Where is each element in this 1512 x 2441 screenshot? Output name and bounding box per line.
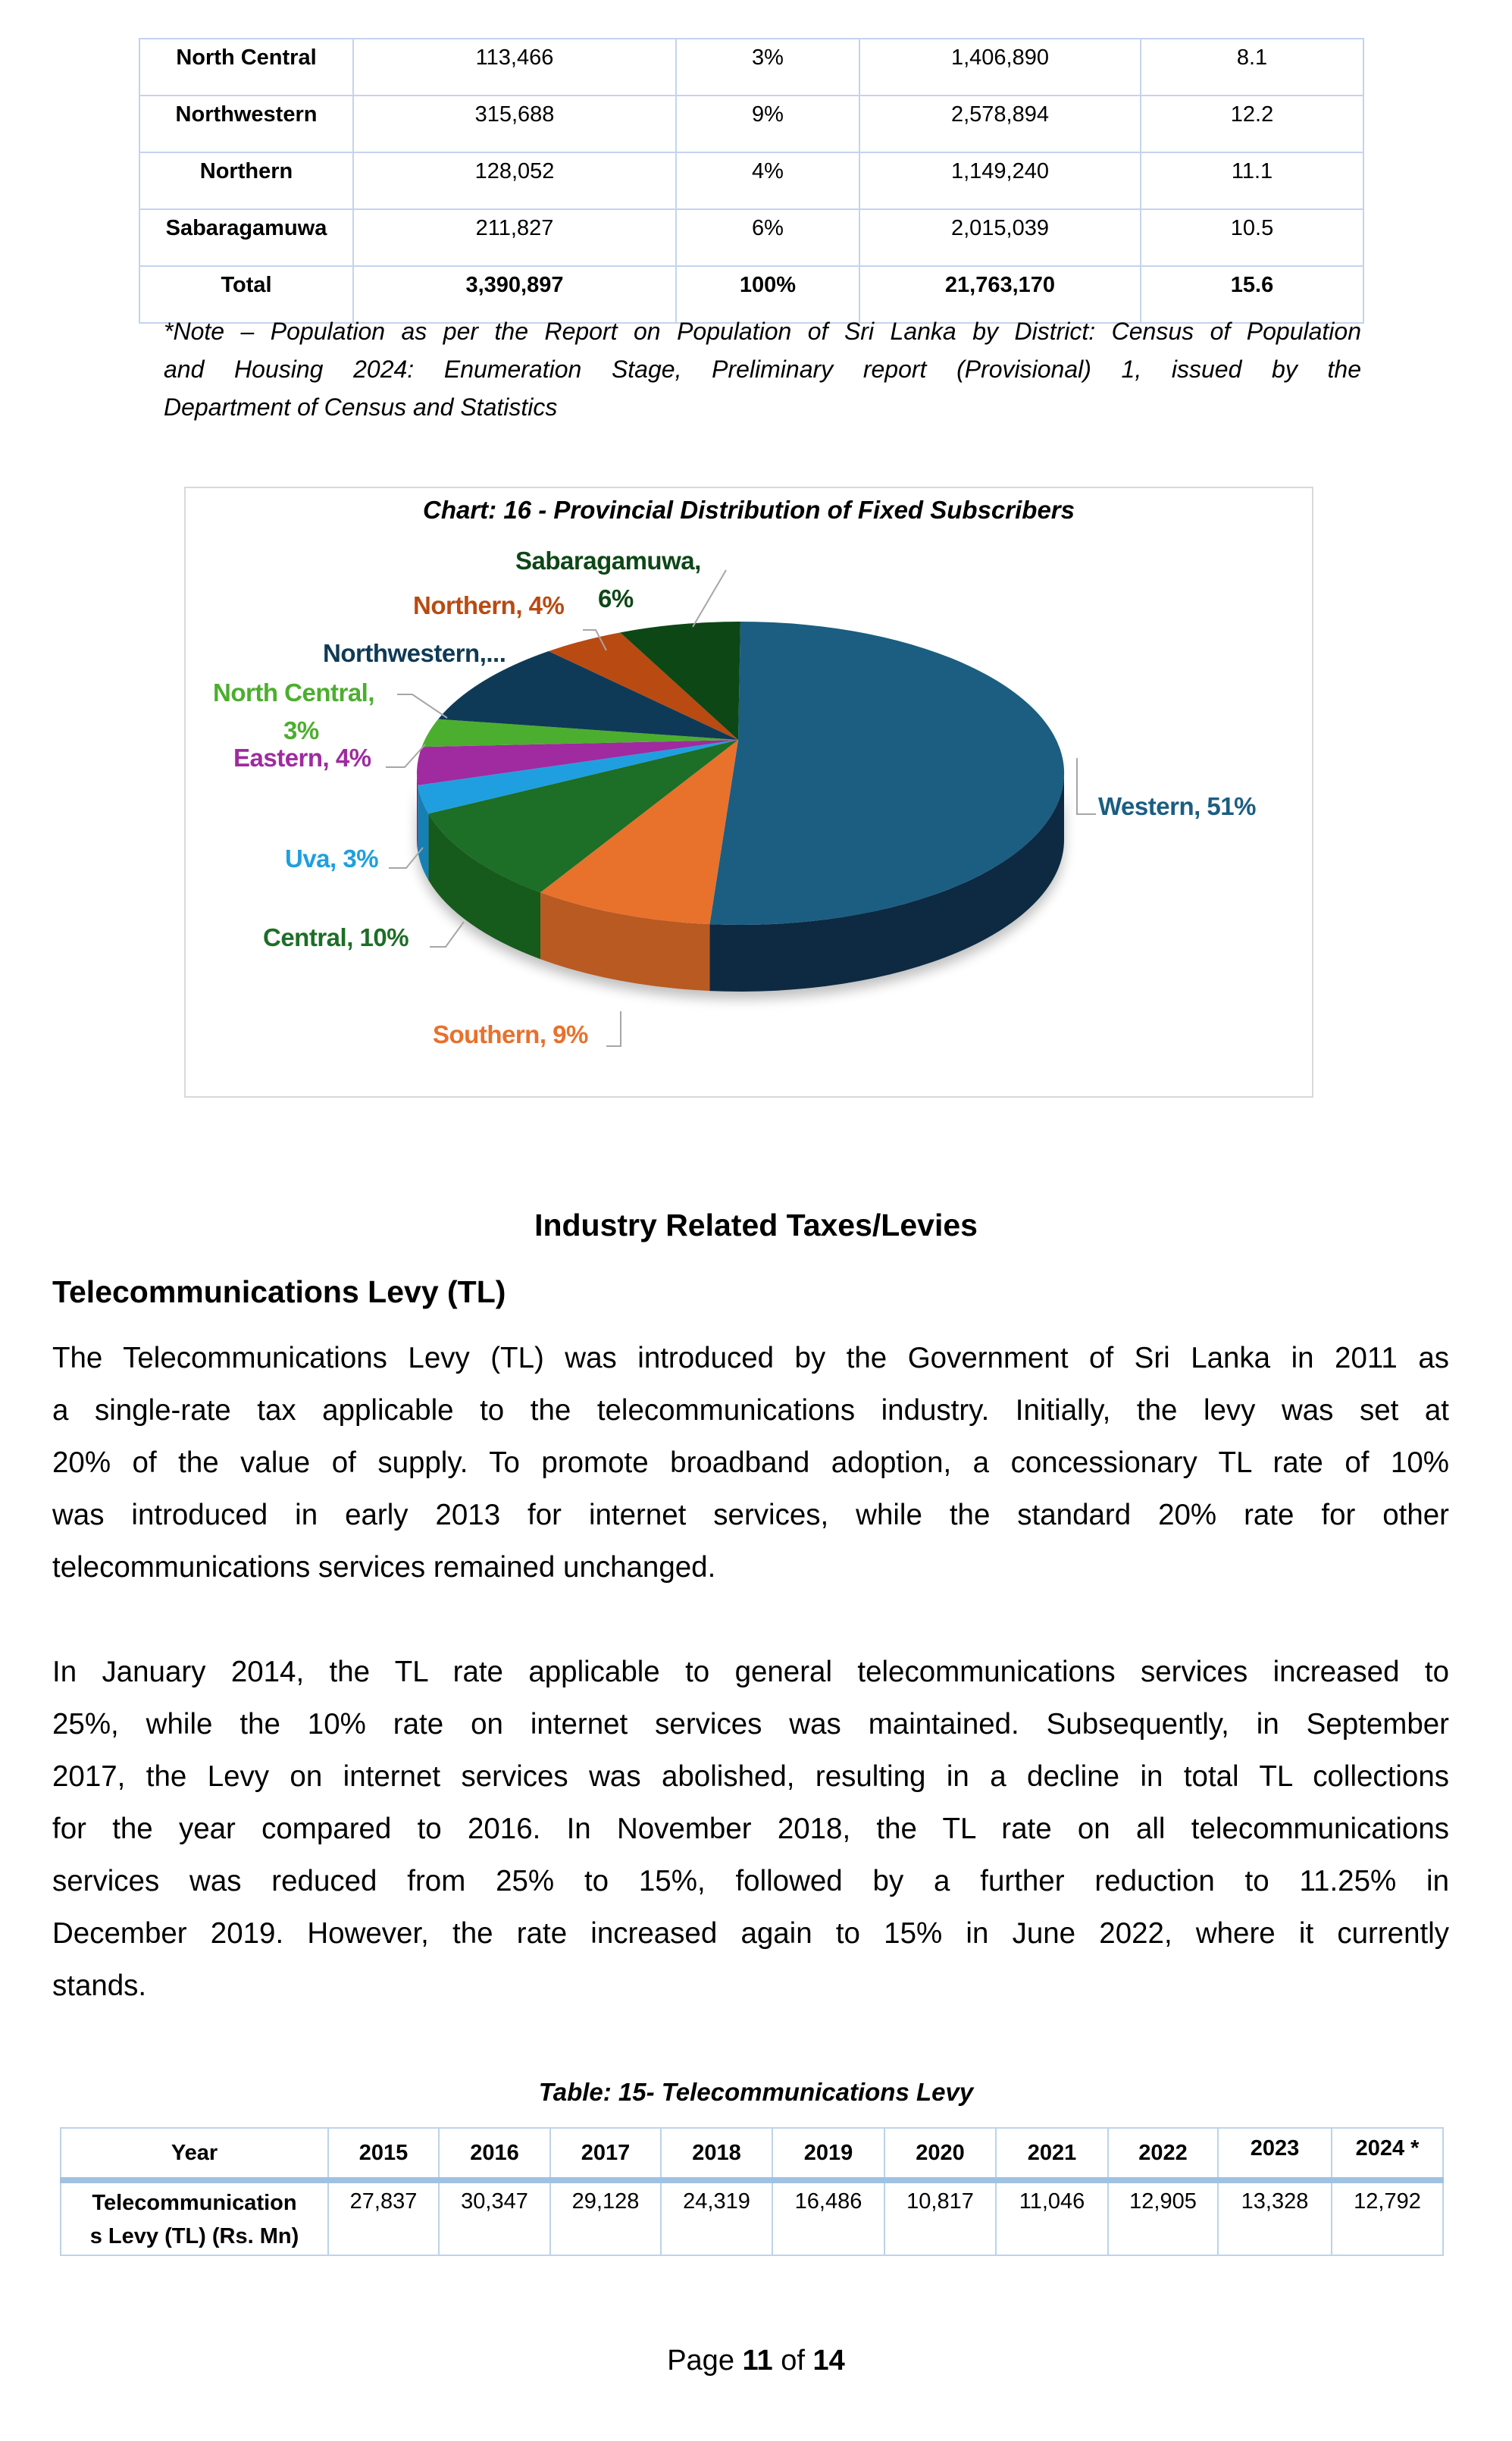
levy-value-cell: 13,328 bbox=[1218, 2180, 1332, 2255]
of-word: of bbox=[781, 2345, 805, 2377]
year-cell: 2019 bbox=[772, 2128, 884, 2180]
paragraph-line: stands. bbox=[52, 1969, 147, 2002]
paragraph-1 bbox=[52, 1332, 1449, 1593]
section-heading: Industry Related Taxes/Levies bbox=[534, 1208, 978, 1242]
pie-label-north-central-pct: 3% bbox=[283, 716, 319, 744]
note-line: Department of Census and Statistics bbox=[164, 393, 558, 421]
province-cell: Northern bbox=[139, 152, 353, 209]
province-cell: Total bbox=[139, 266, 353, 323]
table-header-row bbox=[61, 2128, 1443, 2180]
paragraph-line: In January 2014, the TL rate applicable to general telecommunications services increased to bbox=[52, 1656, 1449, 1688]
levy-row-label bbox=[61, 2180, 328, 2255]
population-cell: 21,763,170 bbox=[859, 266, 1141, 323]
province-cell: Sabaragamuwa bbox=[139, 209, 353, 266]
subscribers-cell: 3,390,897 bbox=[353, 266, 676, 323]
table-row bbox=[61, 2180, 1443, 2255]
telecom-levy-table bbox=[60, 2127, 1444, 2256]
province-cell: North Central bbox=[139, 39, 353, 96]
levy-value-cell: 24,319 bbox=[661, 2180, 772, 2255]
penetration-cell: 12.2 bbox=[1141, 96, 1363, 152]
leader-line-north-central bbox=[397, 694, 447, 718]
year-cell: 2022 bbox=[1108, 2128, 1218, 2180]
population-cell: 2,015,039 bbox=[859, 209, 1141, 266]
year-cell: 2015 bbox=[328, 2128, 439, 2180]
pie-chart bbox=[0, 0, 1512, 1137]
year-cell: 2016 bbox=[439, 2128, 550, 2180]
pie-label-central: Central, 10% bbox=[263, 923, 409, 951]
pie-label-eastern: Eastern, 4% bbox=[233, 744, 371, 772]
year-cell: 2020 bbox=[884, 2128, 996, 2180]
leader-line-sabaragamuwa bbox=[693, 570, 726, 627]
leader-line-southern bbox=[606, 1011, 621, 1046]
paragraph-line: services was reduced from 25% to 15%, followed by a further reduction to 11.25% in bbox=[52, 1865, 1449, 1897]
levy-value-cell: 29,128 bbox=[550, 2180, 661, 2255]
subscribers-cell: 128,052 bbox=[353, 152, 676, 209]
paragraph-line: December 2019. However, the rate increased again to 15% in June 2022, where it currently bbox=[52, 1917, 1449, 1950]
chart-title: Chart: 16 - Provincial Distribution of Fixed Subscribers bbox=[423, 496, 1075, 524]
subsection-heading: Telecommunications Levy (TL) bbox=[52, 1274, 506, 1309]
levy-row-label-line: s Levy (TL) (Rs. Mn) bbox=[89, 2224, 299, 2248]
page-footer bbox=[0, 2342, 1512, 2379]
year-header: Year bbox=[61, 2128, 328, 2180]
year-cell: 2021 bbox=[996, 2128, 1108, 2180]
pie-label-western: Western, 51% bbox=[1098, 792, 1256, 820]
subscribers-cell: 211,827 bbox=[353, 209, 676, 266]
pie-label-northern: Northern, 4% bbox=[413, 591, 565, 619]
leader-line-central bbox=[430, 922, 464, 947]
note-line: *Note – Population as per the Report on Population of Sri Lanka by District: Census of Population bbox=[164, 318, 1361, 345]
table-caption: Table: 15- Telecommunications Levy bbox=[538, 2078, 974, 2106]
year-cell: 2017 bbox=[550, 2128, 661, 2180]
year-cell: 2023 bbox=[1218, 2128, 1332, 2180]
paragraph-line: was introduced in early 2013 for internet services, while the standard 20% rate for other bbox=[52, 1499, 1449, 1531]
pie-label-north-central: North Central, bbox=[213, 678, 375, 707]
subscribers-cell: 113,466 bbox=[353, 39, 676, 96]
levy-value-cell: 12,905 bbox=[1108, 2180, 1218, 2255]
note-line: and Housing 2024: Enumeration Stage, Preliminary report (Provisional) 1, issued by the bbox=[164, 356, 1361, 383]
year-cell: 2018 bbox=[661, 2128, 772, 2180]
pie-label-northwestern: Northwestern,... bbox=[323, 639, 506, 667]
population-cell: 1,406,890 bbox=[859, 39, 1141, 96]
province-cell: Northwestern bbox=[139, 96, 353, 152]
paragraph-line: 25%, while the 10% rate on internet services was maintained. Subsequently, in September bbox=[52, 1708, 1449, 1741]
page-current: 11 bbox=[742, 2345, 773, 2377]
paragraph-2 bbox=[52, 1646, 1449, 2012]
paragraph-line: telecommunications services remained unchanged. bbox=[52, 1551, 716, 1584]
paragraph-line: 2017, the Levy on internet services was abolished, resulting in a decline in total TL collections bbox=[52, 1760, 1449, 1793]
levy-value-cell: 10,817 bbox=[884, 2180, 996, 2255]
levy-row-label-line: Telecommunication bbox=[92, 2191, 297, 2215]
paragraph-line: 20% of the value of supply. To promote broadband adoption, a concessionary TL rate of 10% bbox=[52, 1446, 1449, 1479]
levy-value-cell: 12,792 bbox=[1332, 2180, 1443, 2255]
paragraph-line: for the year compared to 2016. In November 2018, the TL rate on all telecommunications bbox=[52, 1813, 1449, 1845]
share-cell: 100% bbox=[676, 266, 859, 323]
share-cell: 4% bbox=[676, 152, 859, 209]
penetration-cell: 8.1 bbox=[1141, 39, 1363, 96]
subscribers-cell: 315,688 bbox=[353, 96, 676, 152]
levy-value-cell: 30,347 bbox=[439, 2180, 550, 2255]
penetration-cell: 15.6 bbox=[1141, 266, 1363, 323]
pie-label-uva: Uva, 3% bbox=[285, 844, 379, 873]
page-total: 14 bbox=[812, 2345, 845, 2377]
paragraph-line: a single-rate tax applicable to the telecommunications industry. Initially, the levy was set at bbox=[52, 1394, 1449, 1427]
share-cell: 6% bbox=[676, 209, 859, 266]
pie-label-southern: Southern, 9% bbox=[433, 1020, 588, 1048]
pie-top-face bbox=[417, 622, 1064, 925]
share-cell: 3% bbox=[676, 39, 859, 96]
paragraph-line: The Telecommunications Levy (TL) was introduced by the Government of Sri Lanka in 2011 as bbox=[52, 1342, 1449, 1374]
pie-side-eastern bbox=[417, 773, 418, 852]
levy-value-cell: 16,486 bbox=[772, 2180, 884, 2255]
year-cell: 2024 * bbox=[1332, 2128, 1443, 2180]
pie-label-sabaragamuwa-pct: 6% bbox=[598, 584, 634, 613]
page-word: Page bbox=[667, 2345, 734, 2377]
share-cell: 9% bbox=[676, 96, 859, 152]
leader-line-western bbox=[1077, 758, 1096, 814]
population-cell: 2,578,894 bbox=[859, 96, 1141, 152]
levy-value-cell: 11,046 bbox=[996, 2180, 1108, 2255]
penetration-cell: 11.1 bbox=[1141, 152, 1363, 209]
population-cell: 1,149,240 bbox=[859, 152, 1141, 209]
pie-label-sabaragamuwa: Sabaragamuwa, bbox=[515, 547, 701, 575]
levy-value-cell: 27,837 bbox=[328, 2180, 439, 2255]
penetration-cell: 10.5 bbox=[1141, 209, 1363, 266]
